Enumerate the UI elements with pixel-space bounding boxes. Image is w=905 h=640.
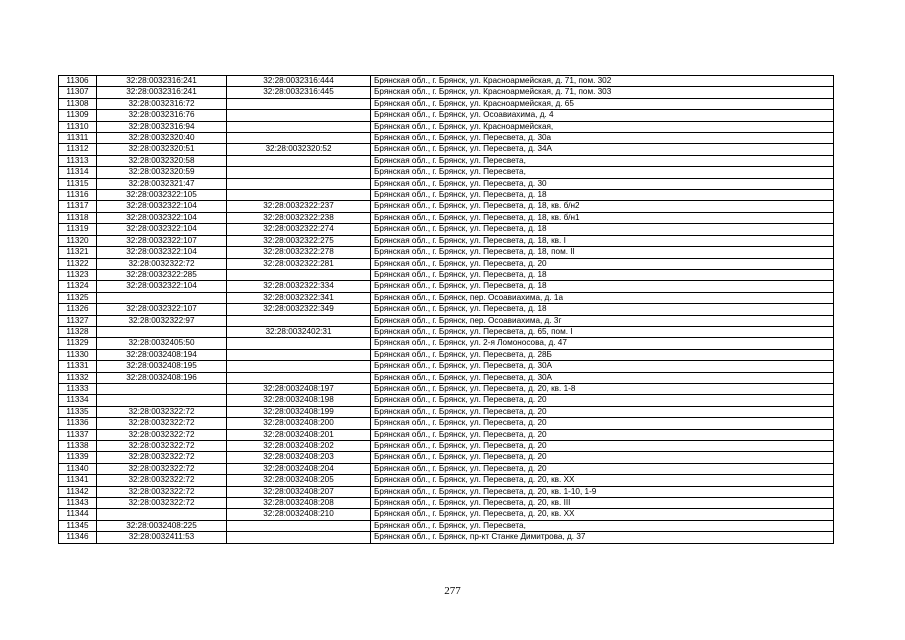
row-number-cell: 11313 <box>59 155 97 166</box>
row-number-cell: 11306 <box>59 76 97 87</box>
address-cell: Брянская обл., г. Брянск, ул. Пересвета, д. 18 <box>371 224 834 235</box>
table-row <box>59 155 834 166</box>
object-number-cell: 32:28:0032322:341 <box>227 292 371 303</box>
row-number-cell: 11336 <box>59 418 97 429</box>
table-row <box>59 144 834 155</box>
object-number-cell: 32:28:0032408:208 <box>227 498 371 509</box>
table-row <box>59 509 834 520</box>
table-row <box>59 395 834 406</box>
table-row <box>59 281 834 292</box>
row-number-cell: 11319 <box>59 224 97 235</box>
table-row <box>59 418 834 429</box>
object-number-cell <box>227 361 371 372</box>
address-cell: Брянская обл., г. Брянск, ул. Пересвета, д. 18 <box>371 281 834 292</box>
row-number-cell: 11343 <box>59 498 97 509</box>
cadastral-table <box>58 75 834 544</box>
cadastral-number-cell: 32:28:0032322:104 <box>97 247 227 258</box>
address-cell: Брянская обл., г. Брянск, пер. Осоавиахима, д. 3г <box>371 315 834 326</box>
address-cell: Брянская обл., г. Брянск, ул. Пересвета, <box>371 520 834 531</box>
row-number-cell: 11339 <box>59 452 97 463</box>
address-cell: Брянская обл., г. Брянск, ул. Пересвета, д. 28Б <box>371 349 834 360</box>
cadastral-number-cell: 32:28:0032322:72 <box>97 429 227 440</box>
row-number-cell: 11310 <box>59 121 97 132</box>
object-number-cell <box>227 520 371 531</box>
object-number-cell: 32:28:0032320:52 <box>227 144 371 155</box>
table-row <box>59 133 834 144</box>
row-number-cell: 11320 <box>59 235 97 246</box>
row-number-cell: 11340 <box>59 463 97 474</box>
cadastral-number-cell: 32:28:0032322:72 <box>97 475 227 486</box>
address-cell: Брянская обл., г. Брянск, ул. Пересвета, д. 30А <box>371 372 834 383</box>
cadastral-number-cell <box>97 326 227 337</box>
object-number-cell <box>227 269 371 280</box>
address-cell: Брянская обл., г. Брянск, ул. Пересвета, д. 20, кв. III <box>371 498 834 509</box>
table-row <box>59 258 834 269</box>
cadastral-number-cell: 32:28:0032320:59 <box>97 167 227 178</box>
table-row <box>59 304 834 315</box>
object-number-cell <box>227 110 371 121</box>
cadastral-number-cell: 32:28:0032322:72 <box>97 441 227 452</box>
address-cell: Брянская обл., г. Брянск, ул. Пересвета, д. 18 <box>371 269 834 280</box>
table-row <box>59 247 834 258</box>
address-cell: Брянская обл., г. Брянск, ул. 2-я Ломоносова, д. 47 <box>371 338 834 349</box>
row-number-cell: 11317 <box>59 201 97 212</box>
row-number-cell: 11337 <box>59 429 97 440</box>
address-cell: Брянская обл., г. Брянск, ул. Пересвета, д. 20, кв. XX <box>371 509 834 520</box>
row-number-cell: 11345 <box>59 520 97 531</box>
object-number-cell <box>227 532 371 543</box>
address-cell: Брянская обл., г. Брянск, ул. Красноармейская, <box>371 121 834 132</box>
address-cell: Брянская обл., г. Брянск, ул. Пересвета, д. 18, кв. I <box>371 235 834 246</box>
object-number-cell: 32:28:0032408:198 <box>227 395 371 406</box>
row-number-cell: 11332 <box>59 372 97 383</box>
cadastral-number-cell: 32:28:0032322:72 <box>97 418 227 429</box>
table-row <box>59 269 834 280</box>
object-number-cell: 32:28:0032408:204 <box>227 463 371 474</box>
row-number-cell: 11322 <box>59 258 97 269</box>
cadastral-number-cell: 32:28:0032322:72 <box>97 406 227 417</box>
cadastral-number-cell: 32:28:0032316:241 <box>97 87 227 98</box>
row-number-cell: 11316 <box>59 190 97 201</box>
cadastral-number-cell: 32:28:0032408:195 <box>97 361 227 372</box>
table-row <box>59 498 834 509</box>
row-number-cell: 11312 <box>59 144 97 155</box>
object-number-cell <box>227 121 371 132</box>
address-cell: Брянская обл., г. Брянск, ул. Пересвета, д. 18 <box>371 304 834 315</box>
object-number-cell: 32:28:0032316:444 <box>227 76 371 87</box>
table-row <box>59 486 834 497</box>
table-row <box>59 338 834 349</box>
table-row <box>59 292 834 303</box>
object-number-cell <box>227 155 371 166</box>
table-row <box>59 178 834 189</box>
address-cell: Брянская обл., г. Брянск, ул. Пересвета, д. 20 <box>371 463 834 474</box>
table-row <box>59 520 834 531</box>
row-number-cell: 11327 <box>59 315 97 326</box>
address-cell: Брянская обл., г. Брянск, ул. Пересвета, <box>371 167 834 178</box>
row-number-cell: 11308 <box>59 98 97 109</box>
row-number-cell: 11346 <box>59 532 97 543</box>
cadastral-number-cell: 32:28:0032322:97 <box>97 315 227 326</box>
object-number-cell: 32:28:0032408:200 <box>227 418 371 429</box>
address-cell: Брянская обл., г. Брянск, ул. Пересвета, д. 20 <box>371 418 834 429</box>
cadastral-number-cell: 32:28:0032322:104 <box>97 224 227 235</box>
object-number-cell <box>227 190 371 201</box>
address-cell: Брянская обл., г. Брянск, ул. Пересвета, д. 20, кв. XX <box>371 475 834 486</box>
cadastral-number-cell <box>97 292 227 303</box>
cadastral-number-cell: 32:28:0032316:94 <box>97 121 227 132</box>
address-cell: Брянская обл., г. Брянск, ул. Пересвета, д. 34А <box>371 144 834 155</box>
table-body <box>59 76 834 544</box>
address-cell: Брянская обл., г. Брянск, ул. Пересвета, д. 18, кв. б/н2 <box>371 201 834 212</box>
row-number-cell: 11330 <box>59 349 97 360</box>
address-cell: Брянская обл., г. Брянск, ул. Красноармейская, д. 71, пом. 302 <box>371 76 834 87</box>
address-cell: Брянская обл., г. Брянск, ул. Пересвета, д. 20 <box>371 406 834 417</box>
row-number-cell: 11342 <box>59 486 97 497</box>
object-number-cell: 32:28:0032322:281 <box>227 258 371 269</box>
table-row <box>59 190 834 201</box>
object-number-cell <box>227 178 371 189</box>
cadastral-number-cell: 32:28:0032316:76 <box>97 110 227 121</box>
table-row <box>59 463 834 474</box>
address-cell: Брянская обл., г. Брянск, ул. Пересвета, д. 20 <box>371 429 834 440</box>
address-cell: Брянская обл., г. Брянск, ул. Пересвета, д. 20 <box>371 258 834 269</box>
table-row <box>59 406 834 417</box>
address-cell: Брянская обл., г. Брянск, ул. Пересвета, д. 18, пом. II <box>371 247 834 258</box>
row-number-cell: 11309 <box>59 110 97 121</box>
table-row <box>59 475 834 486</box>
cadastral-number-cell: 32:28:0032322:105 <box>97 190 227 201</box>
cadastral-number-cell: 32:28:0032320:58 <box>97 155 227 166</box>
object-number-cell: 32:28:0032408:197 <box>227 383 371 394</box>
cadastral-number-cell: 32:28:0032321:47 <box>97 178 227 189</box>
cadastral-number-cell: 32:28:0032411:53 <box>97 532 227 543</box>
cadastral-number-cell: 32:28:0032320:40 <box>97 133 227 144</box>
object-number-cell <box>227 167 371 178</box>
cadastral-number-cell: 32:28:0032408:194 <box>97 349 227 360</box>
table-row <box>59 201 834 212</box>
cadastral-number-cell <box>97 509 227 520</box>
object-number-cell: 32:28:0032322:334 <box>227 281 371 292</box>
cadastral-number-cell: 32:28:0032322:72 <box>97 452 227 463</box>
cadastral-number-cell: 32:28:0032322:107 <box>97 304 227 315</box>
cadastral-number-cell: 32:28:0032322:104 <box>97 281 227 292</box>
address-cell: Брянская обл., г. Брянск, ул. Пересвета, <box>371 155 834 166</box>
address-cell: Брянская обл., г. Брянск, ул. Пересвета, д. 18 <box>371 190 834 201</box>
table-row <box>59 235 834 246</box>
row-number-cell: 11324 <box>59 281 97 292</box>
page-number: 277 <box>444 585 461 597</box>
row-number-cell: 11318 <box>59 212 97 223</box>
object-number-cell <box>227 338 371 349</box>
row-number-cell: 11311 <box>59 133 97 144</box>
address-cell: Брянская обл., г. Брянск, ул. Пересвета, д. 20, кв. 1-10, 1-9 <box>371 486 834 497</box>
address-cell: Брянская обл., г. Брянск, ул. Пересвета, д. 20 <box>371 395 834 406</box>
address-cell: Брянская обл., г. Брянск, пр-кт Станке Димитрова, д. 37 <box>371 532 834 543</box>
table-row <box>59 87 834 98</box>
address-cell: Брянская обл., г. Брянск, ул. Пересвета, д. 20, кв. 1-8 <box>371 383 834 394</box>
object-number-cell: 32:28:0032322:237 <box>227 201 371 212</box>
object-number-cell <box>227 98 371 109</box>
table-row <box>59 532 834 543</box>
table-row <box>59 326 834 337</box>
cadastral-number-cell <box>97 395 227 406</box>
object-number-cell: 32:28:0032408:210 <box>227 509 371 520</box>
address-cell: Брянская обл., г. Брянск, ул. Пересвета, д. 30 <box>371 178 834 189</box>
row-number-cell: 11315 <box>59 178 97 189</box>
address-cell: Брянская обл., г. Брянск, пер. Осоавиахима, д. 1а <box>371 292 834 303</box>
address-cell: Брянская обл., г. Брянск, ул. Пересвета, д. 30а <box>371 133 834 144</box>
address-cell: Брянская обл., г. Брянск, ул. Пересвета, д. 20 <box>371 441 834 452</box>
row-number-cell: 11335 <box>59 406 97 417</box>
cadastral-number-cell: 32:28:0032316:72 <box>97 98 227 109</box>
row-number-cell: 11329 <box>59 338 97 349</box>
row-number-cell: 11334 <box>59 395 97 406</box>
object-number-cell: 32:28:0032408:202 <box>227 441 371 452</box>
address-cell: Брянская обл., г. Брянск, ул. Пересвета, д. 30А <box>371 361 834 372</box>
row-number-cell: 11338 <box>59 441 97 452</box>
table-row <box>59 98 834 109</box>
row-number-cell: 11325 <box>59 292 97 303</box>
table-row <box>59 372 834 383</box>
address-cell: Брянская обл., г. Брянск, ул. Красноармейская, д. 71, пом. 303 <box>371 87 834 98</box>
table-row <box>59 361 834 372</box>
cadastral-number-cell: 32:28:0032322:72 <box>97 498 227 509</box>
table-row <box>59 383 834 394</box>
row-number-cell: 11321 <box>59 247 97 258</box>
table-row <box>59 167 834 178</box>
object-number-cell: 32:28:0032322:349 <box>227 304 371 315</box>
object-number-cell: 32:28:0032408:207 <box>227 486 371 497</box>
object-number-cell: 32:28:0032408:201 <box>227 429 371 440</box>
cadastral-number-cell <box>97 383 227 394</box>
table-row <box>59 110 834 121</box>
object-number-cell: 32:28:0032322:278 <box>227 247 371 258</box>
table-row <box>59 76 834 87</box>
row-number-cell: 11323 <box>59 269 97 280</box>
address-cell: Брянская обл., г. Брянск, ул. Пересвета, д. 65, пом. I <box>371 326 834 337</box>
cadastral-number-cell: 32:28:0032322:72 <box>97 258 227 269</box>
table-row <box>59 349 834 360</box>
object-number-cell: 32:28:0032408:203 <box>227 452 371 463</box>
object-number-cell <box>227 349 371 360</box>
table-row <box>59 441 834 452</box>
row-number-cell: 11331 <box>59 361 97 372</box>
object-number-cell <box>227 133 371 144</box>
cadastral-number-cell: 32:28:0032322:104 <box>97 212 227 223</box>
object-number-cell: 32:28:0032322:275 <box>227 235 371 246</box>
object-number-cell: 32:28:0032316:445 <box>227 87 371 98</box>
cadastral-number-cell: 32:28:0032408:225 <box>97 520 227 531</box>
object-number-cell: 32:28:0032408:205 <box>227 475 371 486</box>
address-cell: Брянская обл., г. Брянск, ул. Пересвета, д. 20 <box>371 452 834 463</box>
cadastral-number-cell: 32:28:0032322:104 <box>97 201 227 212</box>
object-number-cell <box>227 372 371 383</box>
object-number-cell: 32:28:0032402:31 <box>227 326 371 337</box>
row-number-cell: 11328 <box>59 326 97 337</box>
row-number-cell: 11307 <box>59 87 97 98</box>
cadastral-number-cell: 32:28:0032320:51 <box>97 144 227 155</box>
object-number-cell <box>227 315 371 326</box>
table-row <box>59 224 834 235</box>
object-number-cell: 32:28:0032322:274 <box>227 224 371 235</box>
cadastral-number-cell: 32:28:0032322:285 <box>97 269 227 280</box>
cadastral-number-cell: 32:28:0032322:107 <box>97 235 227 246</box>
address-cell: Брянская обл., г. Брянск, ул. Осоавиахима, д. 4 <box>371 110 834 121</box>
object-number-cell: 32:28:0032322:238 <box>227 212 371 223</box>
cadastral-number-cell: 32:28:0032408:196 <box>97 372 227 383</box>
cadastral-number-cell: 32:28:0032316:241 <box>97 76 227 87</box>
object-number-cell: 32:28:0032408:199 <box>227 406 371 417</box>
address-cell: Брянская обл., г. Брянск, ул. Красноармейская, д. 65 <box>371 98 834 109</box>
table-row <box>59 212 834 223</box>
cadastral-number-cell: 32:28:0032405:50 <box>97 338 227 349</box>
row-number-cell: 11314 <box>59 167 97 178</box>
row-number-cell: 11326 <box>59 304 97 315</box>
table-row <box>59 315 834 326</box>
cadastral-number-cell: 32:28:0032322:72 <box>97 486 227 497</box>
row-number-cell: 11341 <box>59 475 97 486</box>
row-number-cell: 11333 <box>59 383 97 394</box>
table-row <box>59 429 834 440</box>
cadastral-number-cell: 32:28:0032322:72 <box>97 463 227 474</box>
address-cell: Брянская обл., г. Брянск, ул. Пересвета, д. 18, кв. б/н1 <box>371 212 834 223</box>
row-number-cell: 11344 <box>59 509 97 520</box>
table-row <box>59 121 834 132</box>
table-row <box>59 452 834 463</box>
